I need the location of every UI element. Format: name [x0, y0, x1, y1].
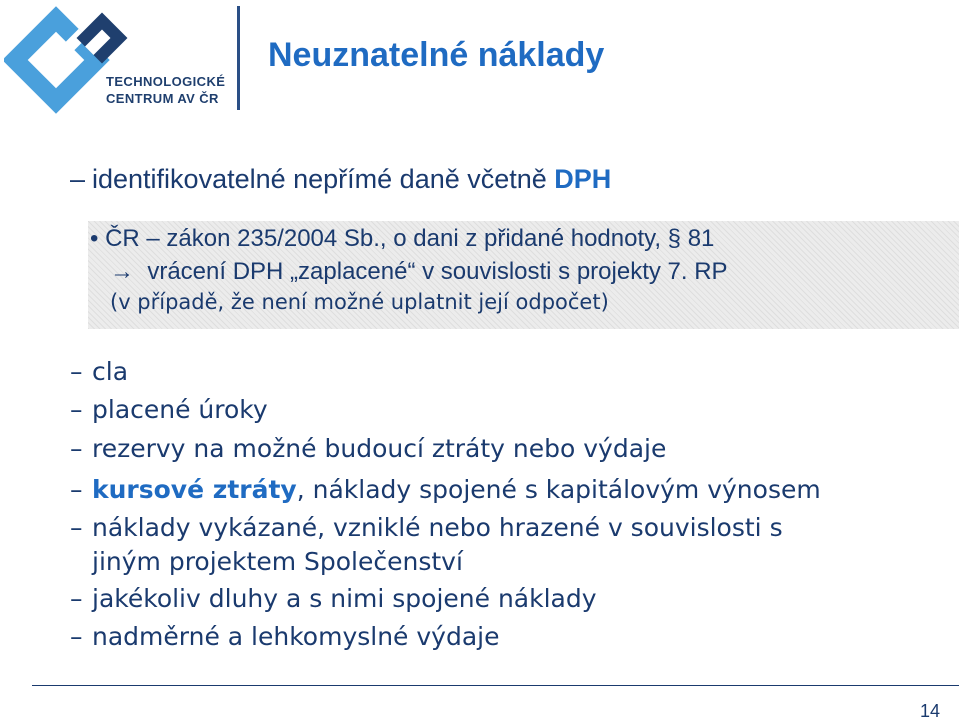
dash-marker: – [70, 164, 86, 194]
vat-refund-text: vrácení DPH „zaplacené“ v souvislosti s projekty 7. RP [147, 258, 728, 285]
page-number: 14 [920, 701, 941, 721]
dash-marker: – [70, 475, 83, 504]
item-fx-losses [70, 472, 821, 508]
dash-marker: – [70, 513, 83, 542]
bullet-marker: • [90, 225, 99, 252]
vat-law-text: ČR – zákon 235/2004 Sb., o dani z přidané hodnoty, § 81 [105, 225, 715, 252]
item-interest-text: placené úroky [92, 395, 268, 424]
item-debts-text: jakékoliv dluhy a s nimi spojené náklady [92, 584, 597, 613]
dash-marker: – [70, 357, 83, 386]
logo-name-line1: TECHNOLOGICKÉ [106, 74, 226, 89]
item-other-project-line2: jiným projektem Společenství [92, 547, 463, 576]
vat-law-line [90, 225, 714, 253]
item-other-project [70, 510, 783, 546]
item-other-project-cont [92, 544, 463, 580]
arrow-right-icon: → [110, 258, 134, 285]
dash-marker: – [70, 395, 83, 424]
item-fx-emphasis: kursové ztráty [92, 475, 297, 504]
item-other-project-line1: náklady vykázané, vzniklé nebo hrazené v souvislosti s [92, 513, 783, 542]
dash-marker: – [70, 434, 83, 463]
header-divider [237, 6, 240, 110]
dash-marker: – [70, 584, 83, 613]
item-duties [70, 354, 128, 390]
vat-detail-box [88, 221, 959, 329]
item-fx-text: , náklady spojené s kapitálovým výnosem [296, 475, 821, 504]
item-debts [70, 581, 597, 617]
item-vat-emphasis: DPH [554, 164, 612, 194]
item-duties-text: cla [92, 357, 129, 386]
item-vat-text: identifikovatelné nepřímé daně včetně [92, 164, 555, 194]
vat-condition-line: (v případě, že není možné uplatnit její odpočet) [110, 290, 609, 314]
item-vat [70, 161, 611, 197]
item-reserves [70, 431, 666, 467]
slide-title: Neuznatelné náklady [268, 36, 605, 74]
item-reserves-text: rezervy na možné budoucí ztráty nebo výdaje [92, 434, 667, 463]
footer-divider [32, 685, 959, 686]
dash-marker: – [70, 622, 83, 651]
logo-name-line2: CENTRUM AV ČR [106, 91, 219, 106]
item-interest [70, 392, 268, 428]
vat-refund-line [110, 258, 728, 286]
item-excessive [70, 619, 500, 655]
item-excessive-text: nadměrné a lehkomyslné výdaje [92, 622, 500, 651]
